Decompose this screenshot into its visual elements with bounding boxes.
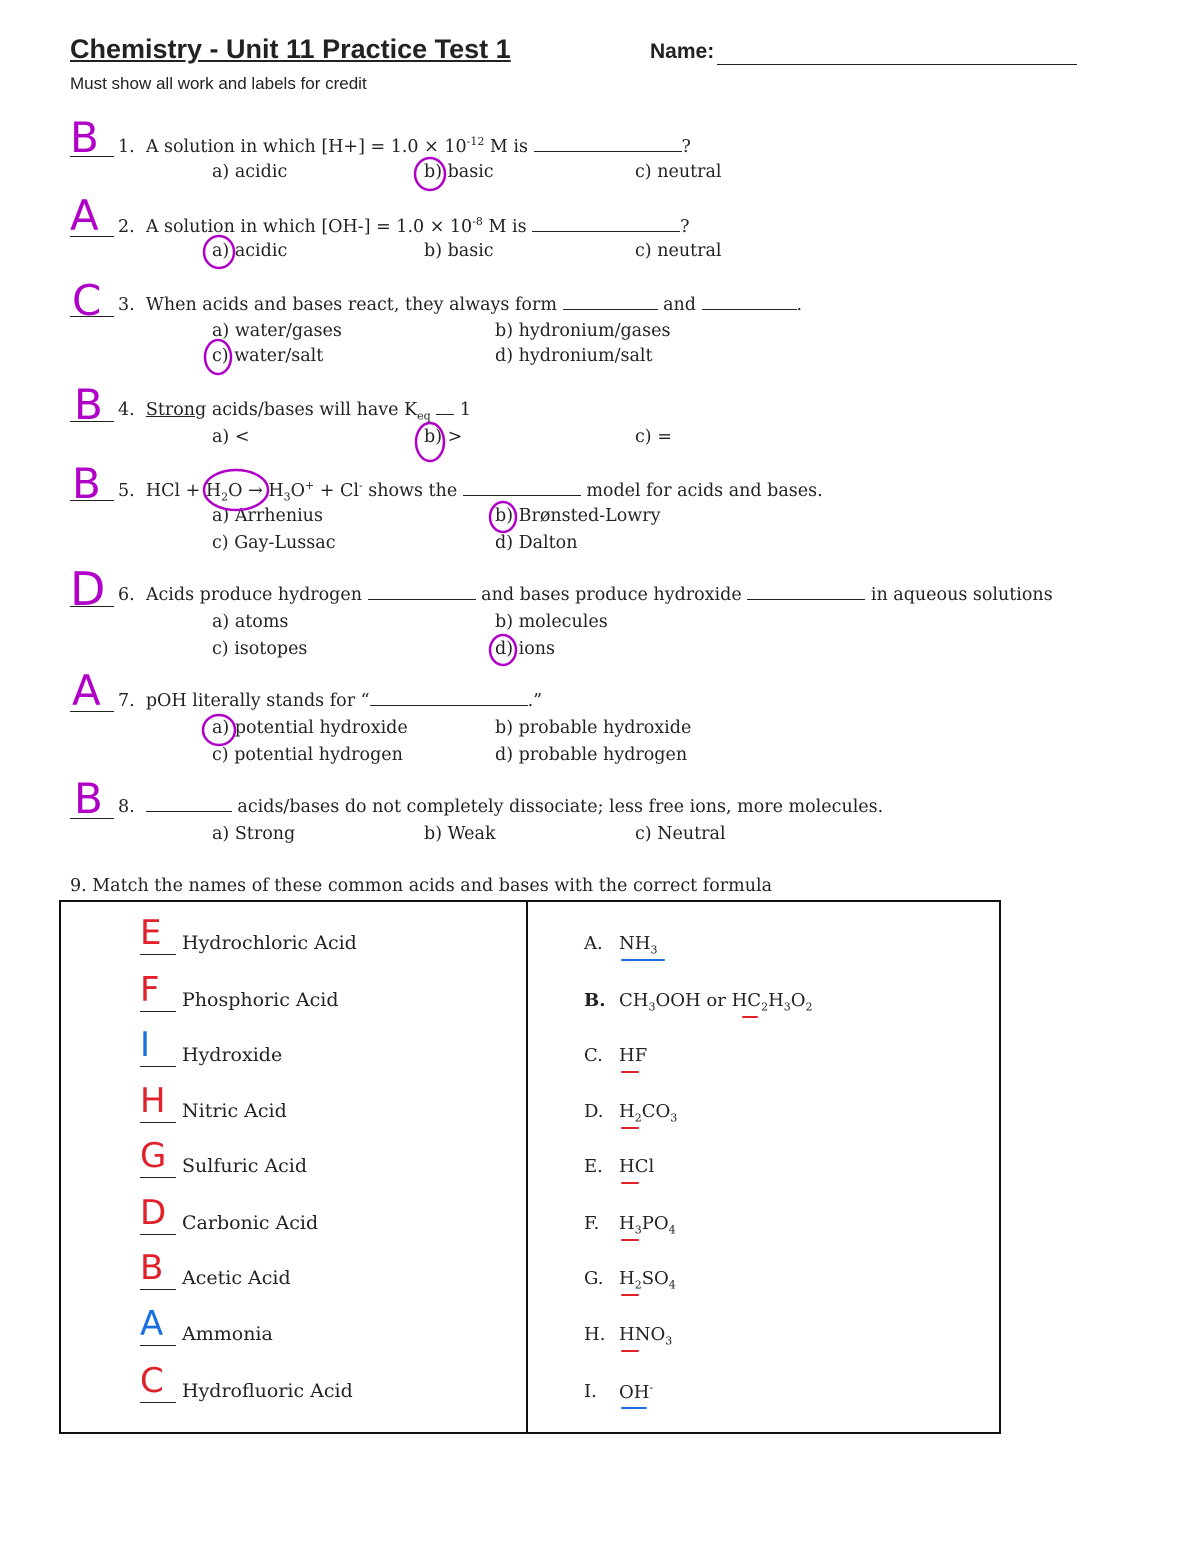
underline-mark [621,1350,639,1352]
match-blank [140,1066,176,1067]
handwritten-match-answer: D [140,1193,167,1233]
option: b) hydronium/gases [495,321,671,341]
compound-name: Ammonia [182,1323,273,1345]
option: c) neutral [635,241,722,261]
option: b) Brønsted-Lowry [495,506,661,526]
option: a) Arrhenius [212,506,323,526]
match-blank [140,1345,176,1346]
option: d) ions [495,639,555,659]
option: c) Gay-Lussac [212,533,336,553]
name-label: Name: [650,40,715,63]
handwritten-match-answer: A [140,1304,164,1344]
match-blank [140,1234,176,1235]
handwritten-match-answer: E [140,913,162,953]
compound-name: Carbonic Acid [182,1212,319,1234]
chemical-formula: HCl [619,1156,655,1177]
option: c) water/salt [212,346,324,366]
chemical-formula: $CH_3OOH$ or $HC_2H_3O_2$ [619,990,813,1014]
instructions-subtitle: Must show all work and labels for credit [70,74,367,93]
formula-letter: F. [584,1213,600,1234]
compound-name: Hydrochloric Acid [182,932,357,954]
formula-letter: H. [584,1324,606,1345]
option: b) probable hydroxide [495,718,692,738]
option: c) potential hydrogen [212,745,403,765]
question-3: 3. When acids and bases react, they always form and . [118,295,803,315]
underline-mark [621,1239,639,1241]
chemical-formula: $H_2CO_3$ [619,1101,678,1125]
formula-letter: G. [584,1268,604,1289]
underline-mark [621,1294,639,1296]
chemical-formula: $NH_3$ [619,933,658,957]
option: d) Dalton [495,533,578,553]
compound-name: Hydrofluoric Acid [182,1380,353,1402]
handwritten-match-answer: B [140,1248,164,1288]
underline-mark [621,1127,639,1129]
underline-mark [621,959,665,961]
handwritten-answer: A [72,666,101,715]
question-5: 5. HCl + $H_2O \to H_3O^+ + Cl^-$ shows the model for acids and bases. [118,479,823,504]
circle-mark [205,340,231,374]
circle-mark [490,635,516,665]
option: b) molecules [495,612,608,632]
underline-mark [621,1407,647,1409]
handwritten-answer: B [72,459,101,508]
handwritten-answer: C [72,276,102,325]
handwritten-match-answer: F [140,970,160,1010]
match-blank [140,1122,176,1123]
circle-mark [416,423,444,461]
handwritten-answer: B [70,113,99,162]
circle-mark [204,470,268,510]
page-title: Chemistry - Unit 11 Practice Test 1 [70,34,511,64]
handwritten-answer: B [74,774,103,823]
chemical-formula: $H_2SO_4$ [619,1268,676,1292]
question-1: 1. A solution in which $[H+] = 1.0 \times 10^{-12}$ M is ? [118,135,691,157]
compound-name: Acetic Acid [182,1267,291,1289]
option: a) potential hydroxide [212,718,408,738]
matching-instruction: 9. Match the names of these common acids and bases with the correct formula [70,876,773,896]
circle-mark [490,502,516,532]
match-blank [140,1177,176,1178]
question-4: 4. Strong acids/bases will have $K_{eq}$ 1 [118,400,471,423]
option: a) acidic [212,241,288,261]
match-blank [140,954,176,955]
option: c) = [635,427,672,447]
option: c) isotopes [212,639,308,659]
question-2: 2. A solution in which $[OH-] = 1.0 \times 10^{-8}$ M is ? [118,215,690,237]
question-7: 7. pOH literally stands for “ .” [118,691,543,711]
compound-name: Nitric Acid [182,1100,287,1122]
underline-mark [621,1071,639,1073]
formula-letter: E. [584,1156,603,1177]
match-blank [140,1402,176,1403]
option: b) basic [424,162,494,182]
option: d) hydronium/salt [495,346,653,366]
option: a) water/gases [212,321,342,341]
circle-mark [204,236,234,268]
underline-mark [621,1182,639,1184]
option: d) probable hydrogen [495,745,688,765]
option: b) basic [424,241,494,261]
option: a) < [212,427,250,447]
circle-mark [415,158,445,190]
formula-letter: C. [584,1045,603,1066]
question-6: 6. Acids produce hydrogen and bases produce hydroxide in aqueous solutions [118,585,1053,605]
chemical-formula: HF [619,1045,648,1066]
handwritten-match-answer: G [140,1136,167,1176]
option: b) > [424,427,463,447]
chemical-formula: $H_3PO_4$ [619,1213,676,1237]
compound-name: Sulfuric Acid [182,1155,308,1177]
option: c) Neutral [635,824,726,844]
formula-letter: B. [584,990,606,1011]
handwritten-match-answer: H [140,1081,166,1121]
circle-mark [203,715,235,745]
option: a) Strong [212,824,296,844]
match-blank [140,1289,176,1290]
compound-name: Phosphoric Acid [182,989,339,1011]
option: a) acidic [212,162,288,182]
handwritten-answer: D [70,562,106,616]
option: c) neutral [635,162,722,182]
formula-letter: D. [584,1101,604,1122]
question-8: 8. acids/bases do not completely dissociate; less free ions, more molecules. [118,797,884,817]
formula-letter: A. [584,933,603,954]
option: a) atoms [212,612,289,632]
table-divider [526,900,528,1433]
handwritten-answer: A [70,191,99,240]
match-blank [140,1011,176,1012]
formula-letter: I. [584,1381,597,1402]
handwritten-answer: B [74,380,103,429]
chemical-formula: OH- [619,1381,654,1403]
handwritten-match-answer: C [140,1361,164,1401]
option: b) Weak [424,824,496,844]
handwritten-match-answer: I [140,1025,151,1065]
compound-name: Hydroxide [182,1044,283,1066]
underline-mark [742,1016,758,1018]
chemical-formula: $HNO_3$ [619,1324,673,1348]
